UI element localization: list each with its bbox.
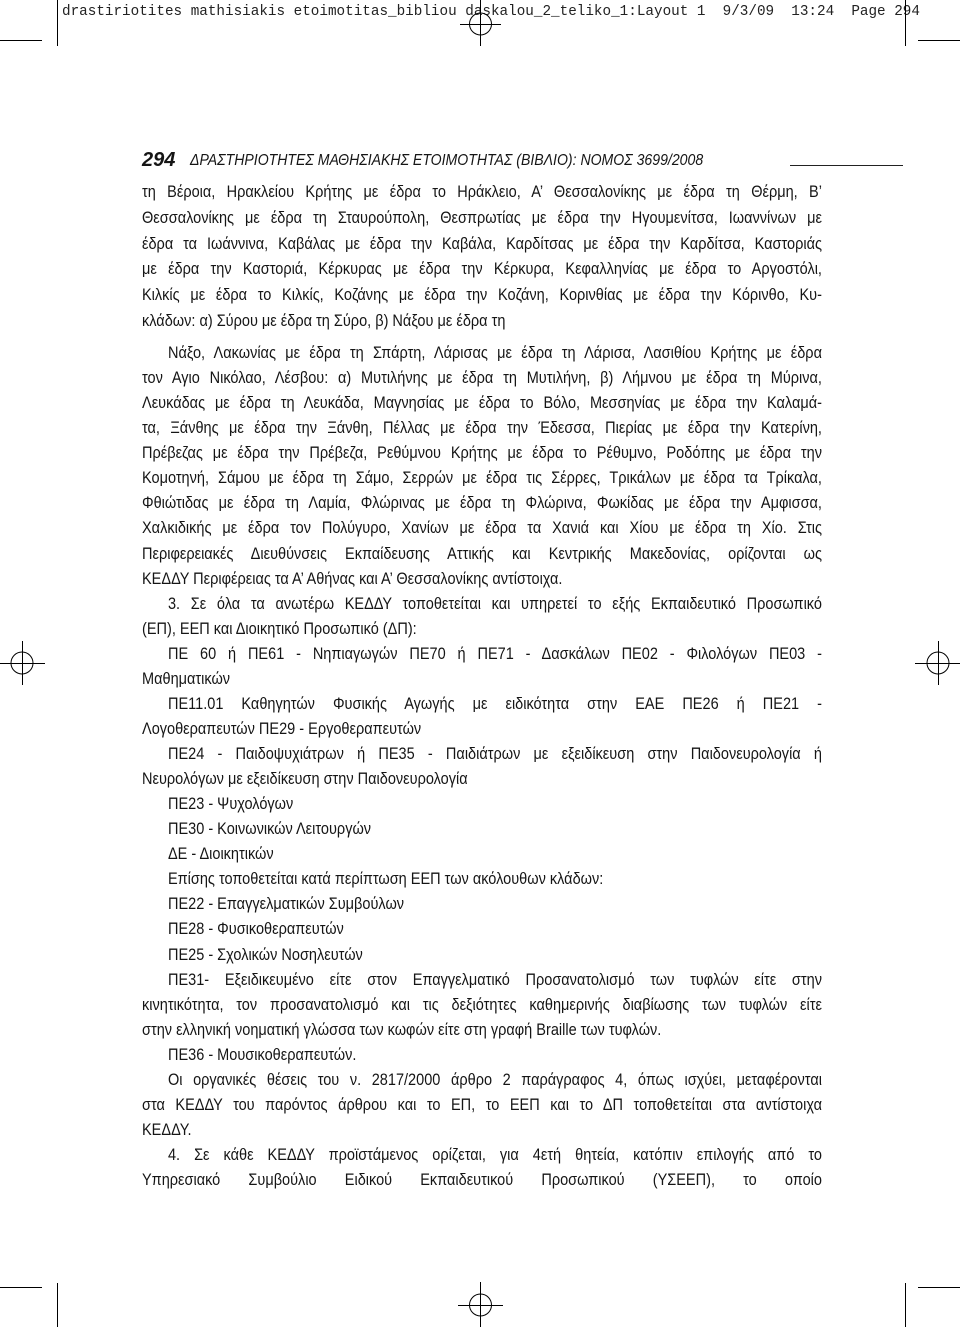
text-line: Περιφερειακές Διευθύνσεις Εκπαίδευσης Αττικής και Κεντρικής Μακεδονίας, ορίζονται ως: [142, 544, 822, 563]
text-line: με έδρα την Καστοριά, Κέρκυρας με έδρα την Κέρκυρα, Κεφαλληνίας με έδρα το Αργοστόλι,: [142, 260, 822, 279]
text-line: ΠΕ 60 ή ΠΕ61 - Νηπιαγωγών ΠΕ70 ή ΠΕ71 - Δασκάλων ΠΕ02 - Φιλολόγων ΠΕ03 -: [167, 644, 822, 663]
text-line: Κομοτηνή, Σάμου με έδρα τη Σάμο, Σερρών με έδρα τις Σέρρες, Τρικάλων με έδρα τα Τρίκαλα,: [142, 469, 822, 488]
text-line: κλάδων: α) Σύρου με έδρα τη Σύρο, β) Νάξου με έδρα τη: [142, 311, 506, 330]
text-line: Φθιώτιδας με έδρα τη Λαμία, Φλώρινας με έδρα τη Φλώρινα, Φωκίδας με έδρα την Αμφισσα,: [142, 494, 822, 513]
crop-mark-bottom-left: [0, 1283, 58, 1327]
text-line: Κιλκίς με έδρα το Κιλκίς, Κοζάνης με έδρα την Κοζάνη, Κορινθίας με έδρα την Κόρινθο, Κυ-: [142, 286, 822, 305]
crop-mark-top-left: [0, 0, 58, 46]
crop-mark-bottom-right: [906, 1283, 960, 1327]
registration-mark-top: [460, 0, 501, 46]
text-line: στην ελληνική νοηματική γλώσσα των κωφών είτε στη γραφή Braille των τυφλών.: [142, 1020, 662, 1039]
registration-mark-bottom: [458, 1282, 503, 1327]
text-line: Πρέβεζας με έδρα την Πρέβεζα, Ρεθύμνου Κρήτης με έδρα το Ρέθυμνο, Ροδόπης με έδρα την: [142, 444, 822, 463]
text-line: Μαθηματικών: [142, 669, 231, 688]
registration-mark-right: [915, 641, 960, 685]
text-line: τον Αγιο Νικόλαο, Λέσβου: α) Μυτιλήνης με έδρα τη Μυτιλήνη, β) Λήμνου με έδρα τη Μύρινα,: [142, 369, 822, 388]
text-line: έδρα τα Ιωάννινα, Καβάλας με έδρα την Καβάλα, Καρδίτσας με έδρα την Καρδίτσα, Καστοριάς: [142, 234, 822, 253]
running-title: ΔΡΑΣΤΗΡΙΟΤΗΤΕΣ ΜΑΘΗΣΙΑΚΗΣ ΕΤΟΙΜΟΤΗΤΑΣ (ΒΙΒΛΙΟ): ΝΟΜΟΣ 3699/2008: [190, 152, 704, 169]
text-line: ΠΕ22 - Επαγγελματικών Συμβούλων: [167, 895, 405, 914]
text-line: ΠΕ11.01 Καθηγητών Φυσικής Αγωγής με ειδικότητα στην ΕΑΕ ΠΕ26 ή ΠΕ21 -: [167, 694, 822, 713]
text-line: Νάξο, Λακωνίας με έδρα τη Σπάρτη, Λάρισας με έδρα τη Λάρισα, Λασιθίου Κρήτης με έδρα: [167, 344, 822, 362]
text-line: Νευρολόγων με εξειδίκευση στην Παιδονευρολογία: [142, 770, 468, 789]
text-line: Οι οργανικές θέσεις του ν. 2817/2000 άρθρο 2 παράγραφος 4, όπως ισχύει, μεταφέρονται: [167, 1070, 822, 1089]
text-line: ΠΕ25 - Σχολικών Νοσηλευτών: [167, 945, 363, 964]
text-line: (ΕΠ), ΕΕΠ και Διοικητικό Προσωπικό (ΔΠ):: [142, 619, 417, 638]
body-text-block: [142, 180, 822, 335]
text-line: ΠΕ24 - Παιδοψυχιάτρων ή ΠΕ35 - Παιδιάτρων με εξειδίκευση στην Παιδονευρολογία ή: [167, 745, 822, 763]
page-number: 294: [142, 149, 176, 171]
text-line: ΠΕ36 - Μουσικοθεραπευτών.: [167, 1045, 357, 1064]
text-line: Χαλκιδικής με έδρα τον Πολύγυρο, Χανίων με έδρα τα Χανιά και Χίου με έδρα τη Χίο. Στις: [142, 519, 822, 538]
text-line: Επίσης τοποθετείται κατά περίπτωση ΕΕΠ των ακόλουθων κλάδων:: [167, 870, 604, 889]
text-line: ΔΕ - Διοικητικών: [167, 845, 274, 864]
text-line: Θεσσαλονίκης με έδρα τη Σταυρούπολη, Θεσπρωτίας με έδρα την Ηγουμενίτσα, Ιωαννίνων με: [142, 208, 822, 227]
text-line: 4. Σε κάθε ΚΕΔΔΥ προϊστάμενος ορίζεται, για 4ετή θητεία, κατόπιν επιλογής από το: [167, 1146, 822, 1164]
text-line: ΚΕΔΔΥ Περιφέρειας τα Α’ Αθήνας και Α’ Θεσσαλονίκης αντίστοιχα.: [142, 569, 563, 588]
header-rule: [790, 165, 903, 166]
text-line: ΠΕ23 - Ψυχολόγων: [167, 795, 294, 814]
text-line: ΠΕ31- Εξειδικευμένο είτε στον Επαγγελματικό Προσανατολισμό των τυφλών είτε στην: [167, 970, 822, 989]
text-line: 3. Σε όλα τα ανωτέρω ΚΕΔΔΥ τοποθετείται και υπηρετεί το εξής Εκπαιδευτικό Προσωπικό: [167, 594, 822, 613]
text-line: Λευκάδας με έδρα τη Λευκάδα, Μαγνησίας με έδρα το Βόλο, Μεσσηνίας με έδρα την Καλαμά-: [142, 394, 822, 413]
text-line: Υπηρεσιακό Συμβούλιο Ειδικού Εκπαιδευτικού Προσωπικού (ΥΣΕΕΠ), το οποίο: [142, 1171, 822, 1190]
text-line: ΠΕ28 - Φυσικοθεραπευτών: [167, 920, 344, 939]
text-line: τα, Ξάνθης με έδρα την Ξάνθη, Πέλλας με έδρα την Έδεσσα, Πιερίας με έδρα την Κατερίνη,: [142, 419, 822, 438]
print-slug: drastiriotites mathisiakis etoimotitas_bibliou daskalou_2_teliko_1:Layout 1 9/3/09 13:24 Page 294: [62, 4, 920, 20]
text-line: τη Βέροια, Ηρακλείου Κρήτης με έδρα το Ηράκλειο, Α’ Θεσσαλονίκης με έδρα τη Θέρμη, Β’: [142, 183, 822, 201]
body-text-block: [142, 341, 822, 1193]
registration-mark-left: [0, 641, 45, 685]
text-line: στα ΚΕΔΔΥ του παρόντος άρθρου και το ΕΠ, το ΕΕΠ και το ΔΠ τοποθετείται στα αντίστοιχα: [142, 1095, 822, 1114]
crop-mark-top-right: [906, 0, 960, 46]
text-line: Λογοθεραπευτών ΠΕ29 - Εργοθεραπευτών: [142, 719, 422, 738]
text-line: ΚΕΔΔΥ.: [142, 1120, 192, 1139]
text-line: ΠΕ30 - Κοινωνικών Λειτουργών: [167, 820, 372, 839]
text-line: κινητικότητα, τον προσανατολισμό και τις δεξιότητες καθημερινής διαβίωσης των τυφλών είτε: [142, 995, 822, 1014]
